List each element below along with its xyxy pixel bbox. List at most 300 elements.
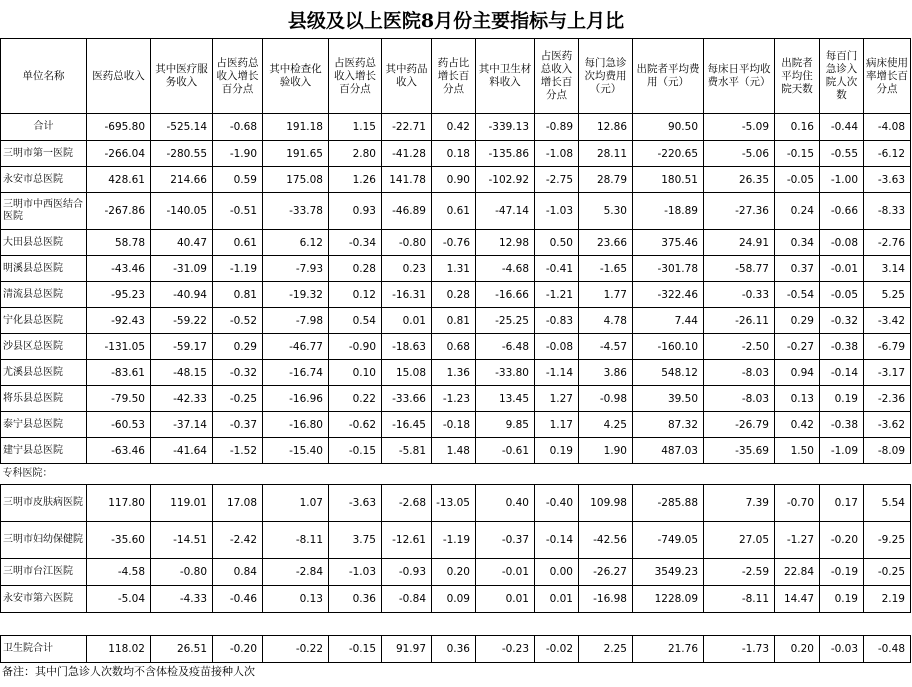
value-cell: -5.04 [87, 586, 151, 613]
value-cell: 0.94 [775, 360, 820, 386]
value-cell: -0.52 [213, 308, 263, 334]
value-cell: 0.13 [263, 586, 329, 613]
value-cell: -0.32 [820, 308, 864, 334]
hospital-name-cell: 清流县总医院 [1, 282, 87, 308]
section-row [1, 464, 911, 485]
value-cell: -0.20 [820, 522, 864, 559]
value-cell: -4.57 [579, 334, 633, 360]
value-cell: 191.65 [263, 141, 329, 167]
value-cell: 0.90 [432, 167, 476, 193]
value-cell: 0.01 [535, 586, 579, 613]
value-cell: -102.92 [476, 167, 535, 193]
value-cell: 2.25 [579, 636, 633, 663]
value-cell: -0.93 [382, 559, 432, 586]
value-cell: -0.66 [820, 193, 864, 230]
value-cell: -1.52 [213, 438, 263, 464]
value-cell: -8.03 [704, 386, 775, 412]
hospital-name-cell: 明溪县总医院 [1, 256, 87, 282]
value-cell: -26.27 [579, 559, 633, 586]
value-cell: -13.05 [432, 485, 476, 522]
value-cell: 0.13 [775, 386, 820, 412]
value-cell: -16.96 [263, 386, 329, 412]
value-cell: -0.33 [704, 282, 775, 308]
value-cell: 180.51 [633, 167, 704, 193]
value-cell: -33.78 [263, 193, 329, 230]
value-cell: -0.03 [820, 636, 864, 663]
value-cell: -2.36 [864, 386, 911, 412]
value-cell: -6.79 [864, 334, 911, 360]
value-cell: -2.42 [213, 522, 263, 559]
value-cell: 119.01 [151, 485, 213, 522]
value-cell: -0.08 [535, 334, 579, 360]
value-cell: -1.65 [579, 256, 633, 282]
value-cell: 5.30 [579, 193, 633, 230]
table-row [1, 412, 911, 438]
value-cell: -1.23 [432, 386, 476, 412]
header-row [1, 39, 911, 114]
value-cell: 428.61 [87, 167, 151, 193]
value-cell: 0.81 [213, 282, 263, 308]
value-cell: -1.21 [535, 282, 579, 308]
value-cell: 23.66 [579, 230, 633, 256]
value-cell: 28.11 [579, 141, 633, 167]
value-cell: -26.11 [704, 308, 775, 334]
value-cell: -7.98 [263, 308, 329, 334]
value-cell: 109.98 [579, 485, 633, 522]
value-cell: 0.40 [476, 485, 535, 522]
value-cell: 0.19 [820, 586, 864, 613]
value-cell: 141.78 [382, 167, 432, 193]
value-cell: 24.91 [704, 230, 775, 256]
value-cell: -2.68 [382, 485, 432, 522]
value-cell: 118.02 [87, 636, 151, 663]
value-cell: 3.86 [579, 360, 633, 386]
value-cell: 375.46 [633, 230, 704, 256]
hospital-name-cell: 三明市中西医结合医院 [1, 193, 87, 230]
value-cell: 40.47 [151, 230, 213, 256]
value-cell: -83.61 [87, 360, 151, 386]
value-cell: 28.79 [579, 167, 633, 193]
table-row [1, 360, 911, 386]
section-label: 专科医院： [1, 464, 911, 485]
value-cell: -2.84 [263, 559, 329, 586]
value-cell: -41.28 [382, 141, 432, 167]
value-cell: 58.78 [87, 230, 151, 256]
value-cell: -42.33 [151, 386, 213, 412]
value-cell: 12.86 [579, 114, 633, 141]
column-header: 药占比增长百分点 [432, 39, 476, 114]
value-cell: -0.27 [775, 334, 820, 360]
value-cell: -0.38 [820, 334, 864, 360]
value-cell: -131.05 [87, 334, 151, 360]
value-cell: 0.28 [329, 256, 382, 282]
value-cell: -0.01 [476, 559, 535, 586]
hospital-name-cell: 三明市第一医院 [1, 141, 87, 167]
value-cell: -3.17 [864, 360, 911, 386]
value-cell: 5.54 [864, 485, 911, 522]
value-cell: 0.93 [329, 193, 382, 230]
value-cell: -220.65 [633, 141, 704, 167]
value-cell: 1.36 [432, 360, 476, 386]
value-cell: -0.20 [213, 636, 263, 663]
value-cell: -1.19 [213, 256, 263, 282]
value-cell: 0.42 [432, 114, 476, 141]
value-cell: -0.05 [775, 167, 820, 193]
value-cell: -43.46 [87, 256, 151, 282]
value-cell: 0.12 [329, 282, 382, 308]
value-cell: -0.22 [263, 636, 329, 663]
table-row [1, 230, 911, 256]
value-cell: -18.89 [633, 193, 704, 230]
value-cell: 91.97 [382, 636, 432, 663]
value-cell: 2.80 [329, 141, 382, 167]
value-cell: 117.80 [87, 485, 151, 522]
value-cell: -1.73 [704, 636, 775, 663]
value-cell: -301.78 [633, 256, 704, 282]
value-cell: -1.03 [535, 193, 579, 230]
value-cell: -0.38 [820, 412, 864, 438]
hospital-name-cell: 三明市皮肤病医院 [1, 485, 87, 522]
footnote: 备注：其中门急诊人次数均不含体检及疫苗接种人次 [2, 665, 255, 678]
value-cell: -0.18 [432, 412, 476, 438]
value-cell: 1.07 [263, 485, 329, 522]
hospital-name-cell: 永安市总医院 [1, 167, 87, 193]
hospital-name-cell: 三明市妇幼保健院 [1, 522, 87, 559]
spacer-cell [1, 613, 911, 636]
hospital-name-cell: 泰宁县总医院 [1, 412, 87, 438]
value-cell: -2.50 [704, 334, 775, 360]
value-cell: -46.77 [263, 334, 329, 360]
table-row [1, 485, 911, 522]
spacer-row [1, 613, 911, 636]
value-cell: -749.05 [633, 522, 704, 559]
value-cell: -27.36 [704, 193, 775, 230]
value-cell: -9.25 [864, 522, 911, 559]
value-cell: -0.01 [820, 256, 864, 282]
value-cell: 0.29 [213, 334, 263, 360]
column-header: 其中卫生材料收入 [476, 39, 535, 114]
value-cell: -0.54 [775, 282, 820, 308]
table-row [1, 559, 911, 586]
value-cell: 1228.09 [633, 586, 704, 613]
value-cell: -40.94 [151, 282, 213, 308]
value-cell: -8.11 [704, 586, 775, 613]
value-cell: -0.34 [329, 230, 382, 256]
value-cell: -8.33 [864, 193, 911, 230]
value-cell: 0.34 [775, 230, 820, 256]
value-cell: -58.77 [704, 256, 775, 282]
value-cell: 0.23 [382, 256, 432, 282]
value-cell: -0.61 [476, 438, 535, 464]
value-cell: -1.00 [820, 167, 864, 193]
value-cell: -0.15 [329, 438, 382, 464]
table-row [1, 282, 911, 308]
value-cell: -92.43 [87, 308, 151, 334]
value-cell: -0.15 [329, 636, 382, 663]
value-cell: -8.03 [704, 360, 775, 386]
value-cell: -0.37 [476, 522, 535, 559]
value-cell: -1.08 [535, 141, 579, 167]
value-cell: -2.76 [864, 230, 911, 256]
column-header: 占医药总收入增长百分点 [213, 39, 263, 114]
value-cell: -0.51 [213, 193, 263, 230]
value-cell: -0.05 [820, 282, 864, 308]
value-cell: -135.86 [476, 141, 535, 167]
value-cell: -5.81 [382, 438, 432, 464]
value-cell: -322.46 [633, 282, 704, 308]
value-cell: 0.01 [382, 308, 432, 334]
column-header: 其中医疗服务收入 [151, 39, 213, 114]
hospital-name-cell: 三明市台江医院 [1, 559, 87, 586]
value-cell: -4.08 [864, 114, 911, 141]
value-cell: -59.17 [151, 334, 213, 360]
hospital-name-cell: 沙县区总医院 [1, 334, 87, 360]
value-cell: -4.58 [87, 559, 151, 586]
value-cell: -0.62 [329, 412, 382, 438]
value-cell: -47.14 [476, 193, 535, 230]
column-header: 其中药品收入 [382, 39, 432, 114]
value-cell: 0.20 [432, 559, 476, 586]
table-row [1, 334, 911, 360]
value-cell: -160.10 [633, 334, 704, 360]
value-cell: -12.61 [382, 522, 432, 559]
value-cell: 0.10 [329, 360, 382, 386]
hospital-name-cell: 宁化县总医院 [1, 308, 87, 334]
value-cell: 0.29 [775, 308, 820, 334]
value-cell: -4.68 [476, 256, 535, 282]
value-cell: -19.32 [263, 282, 329, 308]
value-cell: -26.79 [704, 412, 775, 438]
value-cell: -18.63 [382, 334, 432, 360]
value-cell: -695.80 [87, 114, 151, 141]
value-cell: -16.45 [382, 412, 432, 438]
value-cell: 39.50 [633, 386, 704, 412]
value-cell: -16.74 [263, 360, 329, 386]
value-cell: -0.02 [535, 636, 579, 663]
value-cell: 0.61 [432, 193, 476, 230]
value-cell: 0.18 [432, 141, 476, 167]
value-cell: 0.16 [775, 114, 820, 141]
table-row [1, 636, 911, 663]
value-cell: -4.33 [151, 586, 213, 613]
value-cell: 0.22 [329, 386, 382, 412]
value-cell: -339.13 [476, 114, 535, 141]
value-cell: -14.51 [151, 522, 213, 559]
value-cell: -0.37 [213, 412, 263, 438]
value-cell: -5.06 [704, 141, 775, 167]
indicator-table [0, 38, 911, 663]
value-cell: -1.14 [535, 360, 579, 386]
value-cell: -0.14 [535, 522, 579, 559]
value-cell: -0.46 [213, 586, 263, 613]
value-cell: 4.78 [579, 308, 633, 334]
value-cell: -0.25 [864, 559, 911, 586]
value-cell: 0.36 [329, 586, 382, 613]
value-cell: -2.59 [704, 559, 775, 586]
value-cell: 15.08 [382, 360, 432, 386]
value-cell: -280.55 [151, 141, 213, 167]
value-cell: -0.44 [820, 114, 864, 141]
value-cell: 0.61 [213, 230, 263, 256]
value-cell: 0.81 [432, 308, 476, 334]
value-cell: 0.50 [535, 230, 579, 256]
table-row [1, 438, 911, 464]
value-cell: 4.25 [579, 412, 633, 438]
column-header: 单位名称 [1, 39, 87, 114]
table-row [1, 141, 911, 167]
value-cell: 548.12 [633, 360, 704, 386]
value-cell: 1.90 [579, 438, 633, 464]
value-cell: -37.14 [151, 412, 213, 438]
value-cell: 1.31 [432, 256, 476, 282]
value-cell: -25.25 [476, 308, 535, 334]
value-cell: -16.31 [382, 282, 432, 308]
value-cell: -0.76 [432, 230, 476, 256]
value-cell: 1.15 [329, 114, 382, 141]
value-cell: -16.66 [476, 282, 535, 308]
value-cell: -60.53 [87, 412, 151, 438]
value-cell: -0.14 [820, 360, 864, 386]
value-cell: -0.80 [151, 559, 213, 586]
value-cell: 0.54 [329, 308, 382, 334]
value-cell: 22.84 [775, 559, 820, 586]
value-cell: 7.39 [704, 485, 775, 522]
value-cell: -0.19 [820, 559, 864, 586]
value-cell: 0.00 [535, 559, 579, 586]
table-row [1, 586, 911, 613]
value-cell: -1.90 [213, 141, 263, 167]
value-cell: -0.08 [820, 230, 864, 256]
value-cell: -3.63 [864, 167, 911, 193]
column-header: 出院者平均费用（元） [633, 39, 704, 114]
hospital-name-cell: 将乐县总医院 [1, 386, 87, 412]
hospital-name-cell: 卫生院合计 [1, 636, 87, 663]
value-cell: 1.26 [329, 167, 382, 193]
column-header: 占医药总收入增长百分点 [329, 39, 382, 114]
value-cell: 487.03 [633, 438, 704, 464]
value-cell: 0.28 [432, 282, 476, 308]
value-cell: 9.85 [476, 412, 535, 438]
table-row [1, 114, 911, 141]
hospital-name-cell: 大田县总医院 [1, 230, 87, 256]
column-header: 占医药总收入增长百分点 [535, 39, 579, 114]
value-cell: -79.50 [87, 386, 151, 412]
column-header: 医药总收入 [87, 39, 151, 114]
column-header: 每百门急诊入院人次数 [820, 39, 864, 114]
value-cell: -0.55 [820, 141, 864, 167]
value-cell: 0.20 [775, 636, 820, 663]
value-cell: 0.68 [432, 334, 476, 360]
value-cell: -525.14 [151, 114, 213, 141]
value-cell: -8.11 [263, 522, 329, 559]
value-cell: 14.47 [775, 586, 820, 613]
value-cell: 175.08 [263, 167, 329, 193]
value-cell: 0.84 [213, 559, 263, 586]
column-header: 病床使用率增长百分点 [864, 39, 911, 114]
column-header: 其中检查化验收入 [263, 39, 329, 114]
column-header: 每床日平均收费水平（元） [704, 39, 775, 114]
value-cell: -15.40 [263, 438, 329, 464]
value-cell: -0.89 [535, 114, 579, 141]
value-cell: -5.09 [704, 114, 775, 141]
value-cell: -0.23 [476, 636, 535, 663]
value-cell: 90.50 [633, 114, 704, 141]
value-cell: -267.86 [87, 193, 151, 230]
value-cell: -0.40 [535, 485, 579, 522]
value-cell: -63.46 [87, 438, 151, 464]
value-cell: 21.76 [633, 636, 704, 663]
value-cell: 3549.23 [633, 559, 704, 586]
value-cell: 2.19 [864, 586, 911, 613]
value-cell: -95.23 [87, 282, 151, 308]
column-header: 每门急诊次均费用（元） [579, 39, 633, 114]
value-cell: 6.12 [263, 230, 329, 256]
value-cell: 0.42 [775, 412, 820, 438]
value-cell: 5.25 [864, 282, 911, 308]
value-cell: 7.44 [633, 308, 704, 334]
value-cell: -0.84 [382, 586, 432, 613]
value-cell: -7.93 [263, 256, 329, 282]
column-header: 出院者平均住院天数 [775, 39, 820, 114]
value-cell: -1.27 [775, 522, 820, 559]
value-cell: -35.69 [704, 438, 775, 464]
value-cell: -0.90 [329, 334, 382, 360]
value-cell: -285.88 [633, 485, 704, 522]
value-cell: -41.64 [151, 438, 213, 464]
value-cell: 3.75 [329, 522, 382, 559]
value-cell: 0.37 [775, 256, 820, 282]
value-cell: 17.08 [213, 485, 263, 522]
hospital-name-cell: 永安市第六医院 [1, 586, 87, 613]
value-cell: -0.41 [535, 256, 579, 282]
table-row [1, 522, 911, 559]
value-cell: -0.25 [213, 386, 263, 412]
value-cell: -46.89 [382, 193, 432, 230]
value-cell: 1.17 [535, 412, 579, 438]
value-cell: -1.03 [329, 559, 382, 586]
hospital-name-cell: 尤溪县总医院 [1, 360, 87, 386]
value-cell: 0.17 [820, 485, 864, 522]
value-cell: 0.01 [476, 586, 535, 613]
table-row [1, 167, 911, 193]
value-cell: 27.05 [704, 522, 775, 559]
value-cell: -42.56 [579, 522, 633, 559]
value-cell: -3.62 [864, 412, 911, 438]
value-cell: -35.60 [87, 522, 151, 559]
value-cell: -3.63 [329, 485, 382, 522]
value-cell: -6.12 [864, 141, 911, 167]
value-cell: -0.80 [382, 230, 432, 256]
value-cell: -0.48 [864, 636, 911, 663]
value-cell: -0.32 [213, 360, 263, 386]
value-cell: 0.59 [213, 167, 263, 193]
value-cell: 1.48 [432, 438, 476, 464]
value-cell: 1.27 [535, 386, 579, 412]
value-cell: -0.83 [535, 308, 579, 334]
value-cell: -59.22 [151, 308, 213, 334]
value-cell: -0.70 [775, 485, 820, 522]
value-cell: 0.19 [820, 386, 864, 412]
value-cell: 0.36 [432, 636, 476, 663]
value-cell: 13.45 [476, 386, 535, 412]
value-cell: -3.42 [864, 308, 911, 334]
value-cell: 3.14 [864, 256, 911, 282]
value-cell: -1.09 [820, 438, 864, 464]
value-cell: 0.24 [775, 193, 820, 230]
value-cell: 0.09 [432, 586, 476, 613]
table-row [1, 193, 911, 230]
value-cell: -16.80 [263, 412, 329, 438]
